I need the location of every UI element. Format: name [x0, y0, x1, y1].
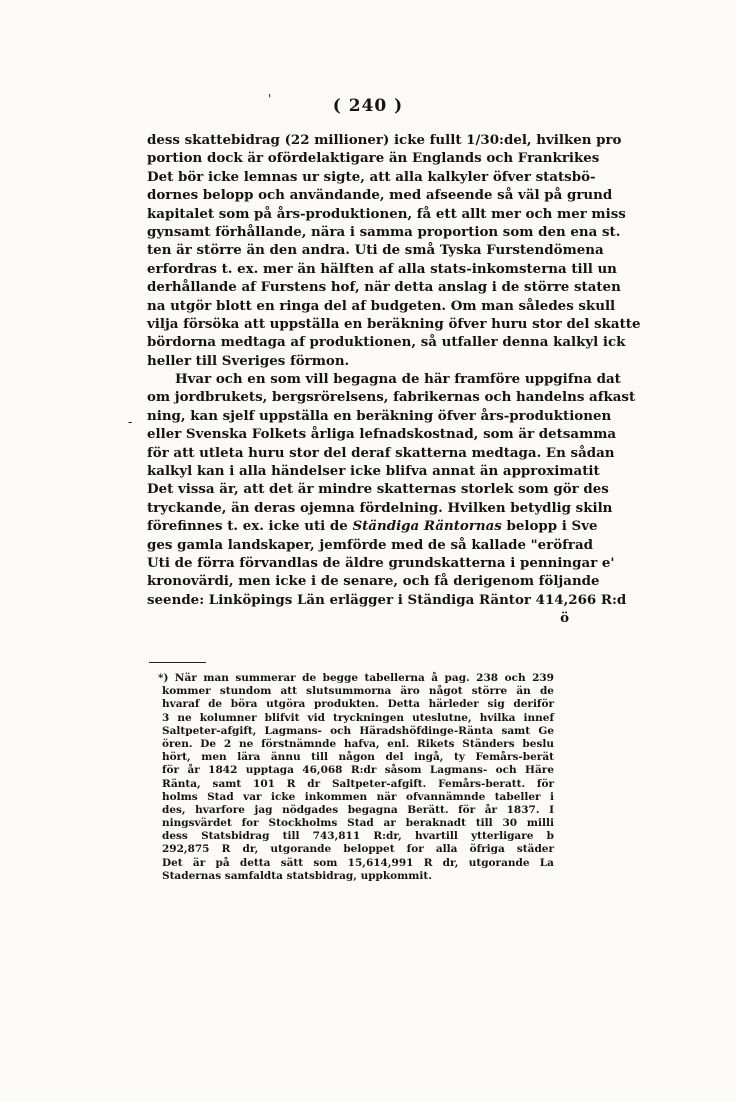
- text-line: ges gamla landskaper, jemförde med de så kallade "eröfrad: [147, 536, 594, 553]
- page-number: ( 240 ): [332, 96, 404, 116]
- text-line: kronovärdi, men icke i de senare, och få derigenom följande: [147, 573, 600, 590]
- footnote-rule: [149, 662, 206, 663]
- footnote-line: hört, men lära ännu till någon del ingå, ty Femårs-berät: [162, 751, 554, 764]
- text-line: Hvar och en som vill begagna de här framföre uppgifna dat: [175, 371, 621, 388]
- text-line: erfordras t. ex. mer än hälften af alla stats-inkomsterna till un: [147, 260, 617, 277]
- text-line: ning, kan sjelf uppställa en beräkning öfver års-produktionen: [147, 407, 612, 424]
- text-line: na utgör blott en ringa del af budgeten. Om man således skull: [147, 297, 616, 314]
- text-segment: belopp i Sve: [501, 518, 598, 535]
- footnote-line: Ränta, samt 101 R dr Saltpeter-afgift. Femårs-beratt. för: [162, 777, 554, 790]
- margin-mark: -: [128, 415, 133, 430]
- text-line: gynsamt förhållande, nära i samma proportion som den ena st.: [147, 223, 621, 240]
- footnote-line: hvaraf de böra utgöra produkten. Detta härleder sig deriför: [162, 698, 554, 711]
- text-line: Uti de förra förvandlas de äldre grundskatterna i penningar e': [147, 554, 615, 571]
- text-line: dornes belopp och användande, med afseende så väl på grund: [147, 187, 613, 204]
- text-line: för att utleta huru stor del deraf skatterna medtaga. En sådan: [147, 444, 615, 461]
- text-line: kalkyl kan i alla händelser icke blifva annat än approximatit: [147, 463, 600, 480]
- text-line: heller till Sveriges förmon.: [147, 352, 350, 369]
- text-line: seende: Linköpings Län erlägger i Ständiga Räntor 414,266 R:d: [147, 591, 627, 608]
- main-text: [147, 131, 641, 628]
- footnote-line: för år 1842 upptaga 46,068 R:dr såsom Lagmans- och Häre: [162, 764, 554, 777]
- footnote-line: holms Stad var icke inkommen när ofvannämnde tabeller i: [162, 790, 554, 803]
- text-line: eller Svenska Folkets årliga lefnadskostnad, som är detsamma: [147, 426, 617, 443]
- footnote-line: dess Statsbidrag till 743,811 R:dr, hvartill ytterligare b: [162, 830, 554, 843]
- text-line: derhållande af Furstens hof, när detta anslag i de större staten: [147, 279, 621, 296]
- emphasized-term: Ständiga Räntornas: [352, 518, 502, 535]
- text-line: portion dock är ofördelaktigare än Englands och Frankrikes: [147, 150, 600, 167]
- text-line: ten är större än den andra. Uti de små Tyska Furstendömena: [147, 242, 604, 259]
- text-line: Det vissa är, att det är mindre skatternas storlek som gör des: [147, 481, 609, 498]
- text-line: bördorna medtaga af produktionen, så utfaller denna kalkyl ick: [147, 334, 626, 351]
- text-line: vilja försöka att uppställa en beräkning öfver huru stor del skatte: [147, 315, 641, 332]
- text-line: Det bör icke lemnas ur sigte, att alla kalkyler öfver statsbö-: [147, 168, 596, 185]
- footnote: [158, 672, 554, 883]
- stray-mark: ': [268, 92, 272, 106]
- footnote-line: 3 ne kolumner blifvit vid tryckningen uteslutne, hvilka innef: [162, 711, 554, 724]
- footnote-line: *) När man summerar de begge tabellerna å pag. 238 och 239: [158, 672, 554, 684]
- text-line: [147, 517, 598, 535]
- text-line: dess skattebidrag (22 millioner) icke fullt 1/30:del, hvilken pro: [147, 132, 622, 148]
- text-line: tryckande, än deras ojemna fördelning. Hvilken betydlig skiln: [147, 499, 613, 516]
- text-line: kapitalet som på års-produktionen, få ett allt mer och mer miss: [147, 205, 626, 222]
- footnote-line: ören. De 2 ne förstnämnde hafva, enl. Rikets Ständers beslu: [162, 737, 554, 750]
- text-segment: förefinnes t. ex. icke uti de: [147, 518, 353, 535]
- catchword: ö: [560, 610, 569, 627]
- footnote-line: Stadernas samfaldta statsbidrag, uppkommit.: [162, 869, 432, 882]
- text-line: om jordbrukets, bergsrörelsens, fabrikernas och handelns afkast: [147, 389, 636, 406]
- footnote-line: Saltpeter-afgift, Lagmans- och Häradshöfdinge-Ränta samt Ge: [162, 724, 554, 737]
- footnote-line: des, hvarfore jag nödgades begagna Berätt. för år 1837. I: [162, 803, 554, 816]
- footnote-line: Det är på detta sätt som 15,614,991 R dr, utgorande La: [162, 856, 554, 869]
- footnote-line: kommer stundom att slutsummorna äro något större än de: [162, 685, 554, 698]
- footnote-line: 292,875 R dr, utgorande beloppet for alla öfriga städer: [162, 843, 554, 856]
- footnote-line: ningsvärdet for Stockholms Stad ar beraknadt till 30 milli: [162, 817, 554, 830]
